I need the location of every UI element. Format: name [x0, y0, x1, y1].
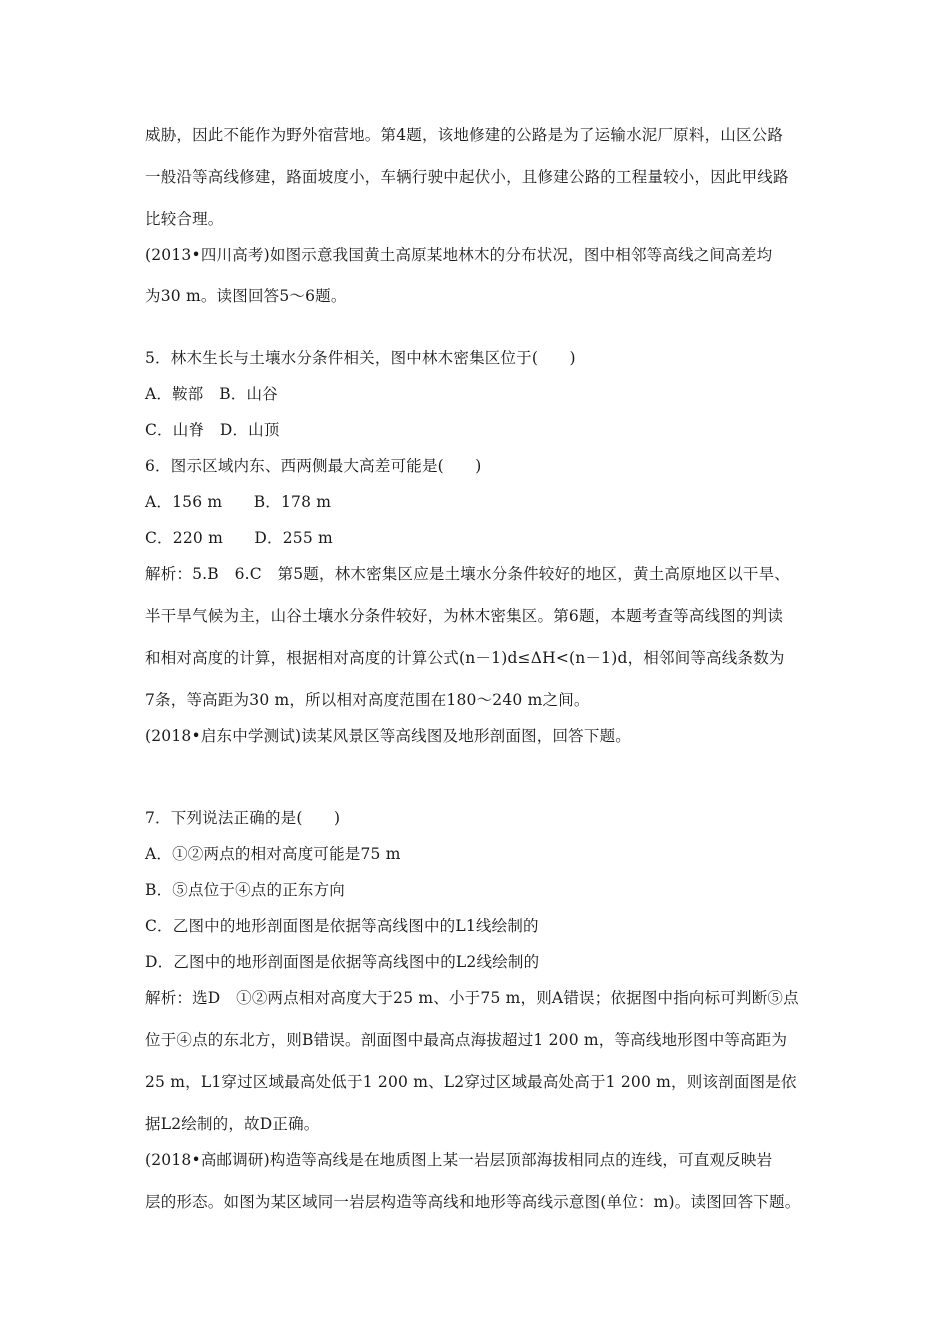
answer-explanation: 半干旱气候为主，山谷土壤水分条件较好，为林木密集区。第6题，本题考查等高线图的判读 [145, 607, 784, 625]
text-line: 一般沿等高线修建，路面坡度小，车辆行驶中起伏小，且修建公路的工程量较小，因此甲线路 [145, 168, 789, 186]
question-5: 5．林木生长与土壤水分条件相关，图中林木密集区位于( ) [145, 349, 576, 367]
question-intro: 层的形态。如图为某区域同一岩层构造等高线和地形等高线示意图(单位：m)。读图回答下题。 [145, 1193, 801, 1211]
question-6: 6．图示区域内东、西两侧最大高差可能是( ) [145, 457, 482, 475]
answer-explanation: 据L2绘制的，故D正确。 [145, 1115, 320, 1133]
question-intro: (2018•高邮调研)构造等高线是在地质图上某一岩层顶部海拔相同点的连线，可直观反映岩 [145, 1151, 773, 1169]
question-intro: 为30 m。读图回答5～6题。 [145, 287, 347, 305]
question-7: 7．下列说法正确的是( ) [145, 809, 341, 827]
question-intro: (2018•启东中学测试)读某风景区等高线图及地形剖面图，回答下题。 [145, 727, 631, 745]
text-line: 威胁，因此不能作为野外宿营地。第4题，该地修建的公路是为了运输水泥厂原料，山区公路 [145, 126, 784, 144]
answer-explanation: 解析：5.B 6.C 第5题，林木密集区应是土壤水分条件较好的地区，黄土高原地区以干旱、 [145, 565, 790, 583]
text-line: 比较合理。 [145, 210, 224, 228]
question-7-option-b: B．⑤点位于④点的正东方向 [145, 881, 345, 899]
question-6-options-ab: A．156 m B．178 m [145, 493, 332, 511]
answer-explanation: 和相对高度的计算，根据相对高度的计算公式(n－1)d≤ΔH<(n－1)d，相邻间等高线条数为 [145, 649, 785, 667]
answer-explanation: 位于④点的东北方，则B错误。剖面图中最高点海拔超过1 200 m，等高线地形图中等高距为 [145, 1031, 788, 1049]
answer-explanation: 解析：选D ①②两点相对高度大于25 m、小于75 m，则A错误；依据图中指向标可判断⑤点 [145, 989, 799, 1007]
question-6-options-cd: C．220 m D．255 m [145, 529, 333, 547]
question-intro: (2013•四川高考)如图示意我国黄土高原某地林木的分布状况，图中相邻等高线之间高差均 [145, 246, 773, 264]
question-7-option-a: A．①②两点的相对高度可能是75 m [145, 845, 401, 863]
question-5-options-cd: C．山脊 D．山顶 [145, 421, 280, 439]
answer-explanation: 25 m，L1穿过区域最高处低于1 200 m、L2穿过区域最高处高于1 200 m，则该剖面图是依 [145, 1073, 797, 1091]
question-7-option-d: D．乙图中的地形剖面图是依据等高线图中的L2线绘制的 [145, 953, 540, 971]
question-7-option-c: C．乙图中的地形剖面图是依据等高线图中的L1线绘制的 [145, 917, 539, 935]
answer-explanation: 7条，等高距为30 m，所以相对高度范围在180～240 m之间。 [145, 691, 590, 709]
question-5-options-ab: A．鞍部 B．山谷 [145, 385, 278, 403]
